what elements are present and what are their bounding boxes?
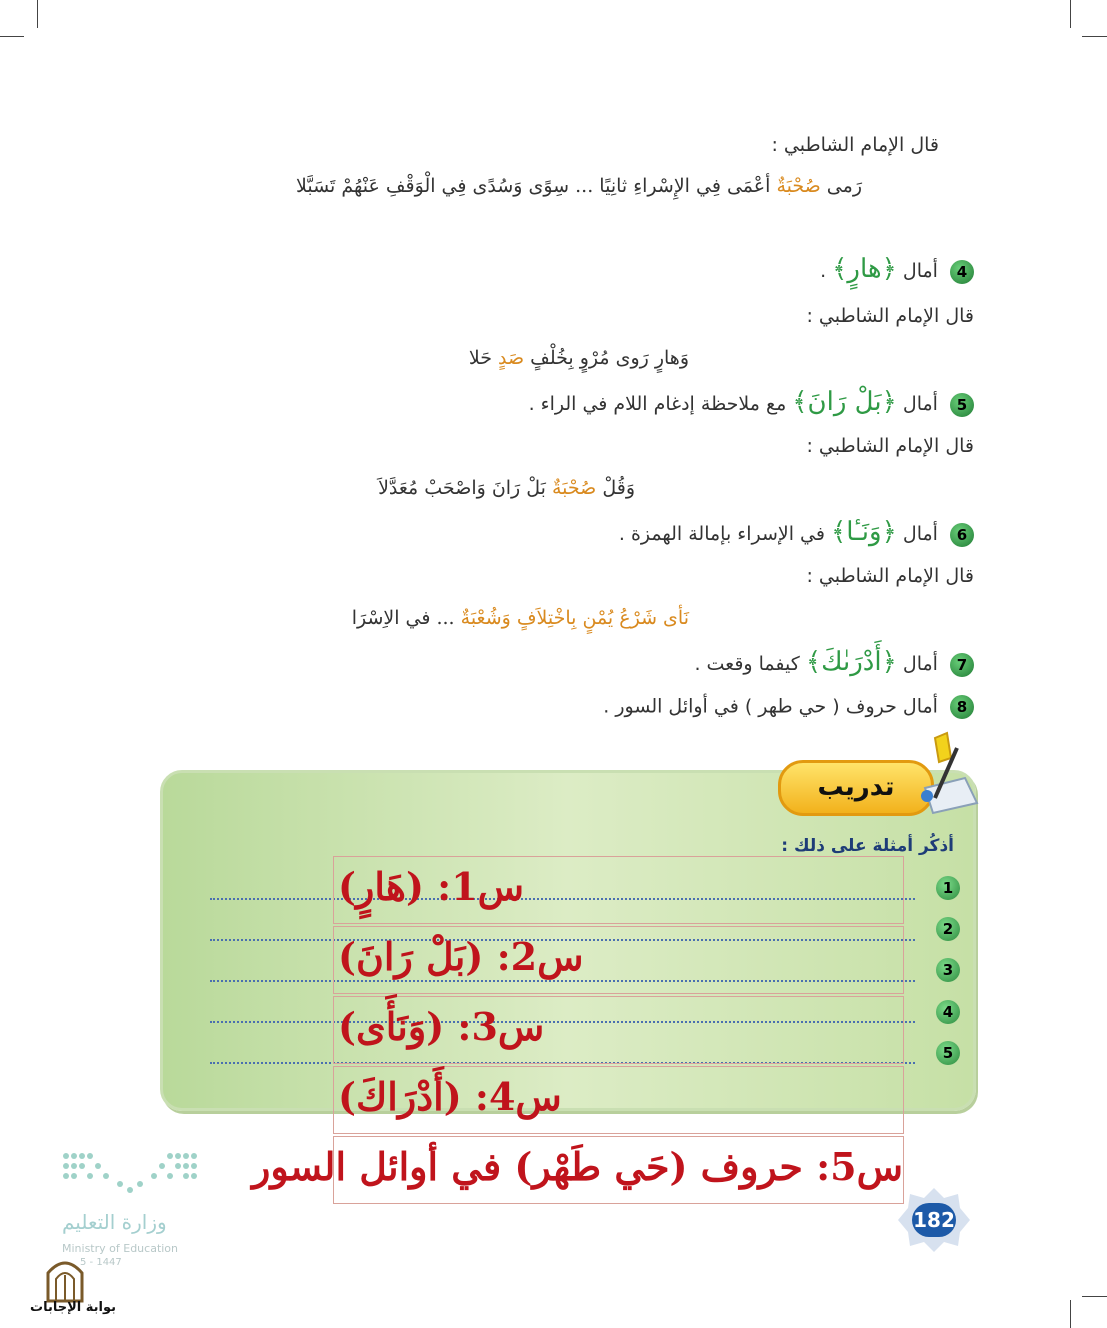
item-text: أمال [902, 393, 938, 415]
item-end: مع ملاحظة إدغام اللام في الراء . [528, 393, 787, 415]
answer-2: س2: (بَلْ رَانَ) [333, 926, 904, 994]
item-4 [820, 254, 974, 284]
quran-word: ﴿هارٍ﴾ [832, 254, 897, 284]
item-7 [694, 647, 974, 677]
row-number [930, 1000, 960, 1024]
item-number-badge: 7 [950, 653, 974, 677]
verse-highlight: صُحْبَةٌ [551, 477, 597, 499]
row-number-badge: 4 [936, 1000, 960, 1024]
row-number [930, 1041, 960, 1065]
item-end: كيفما وقعت . [694, 653, 800, 675]
item-text: أمال [902, 653, 938, 675]
item-text: أمال [902, 260, 938, 282]
ministry-logo-icon [60, 1150, 200, 1200]
shatibi-intro: قال الإمام الشاطبي : [806, 305, 974, 327]
row-number-badge: 1 [936, 876, 960, 900]
crop-mark [1082, 36, 1107, 37]
item-number-badge: 8 [950, 695, 974, 719]
verse-highlight: نَأى شَرْعُ يُمْنٍ بِاخْتِلاَفٍ وَشُعْبَةٌ [460, 607, 689, 629]
crop-mark [1070, 0, 1071, 28]
ministry-year: 5 - 1447 [80, 1257, 122, 1268]
row-number [930, 917, 960, 941]
row-number-badge: 5 [936, 1041, 960, 1065]
answer-5: س5: حروف (حَي طَهْر) في أوائل السور [333, 1136, 904, 1204]
row-number-badge: 3 [936, 958, 960, 982]
shatibi-intro: قال الإمام الشاطبي : [806, 565, 974, 587]
crop-mark [37, 0, 38, 28]
item-6 [619, 517, 974, 547]
verse-text: وَقُلْ [596, 477, 635, 499]
verse-line [296, 175, 862, 197]
shatibi-intro: قال الإمام الشاطبي : [771, 134, 939, 156]
item-8 [603, 695, 974, 719]
verse-text: بَلْ رَانَ وَاصْحَبْ مُعَدَّلاَ [378, 477, 552, 499]
quran-word: ﴿أَدْرَىٰكَ﴾ [805, 647, 897, 677]
ministry-name-en: Ministry of Education [62, 1242, 179, 1255]
row-number-badge: 2 [936, 917, 960, 941]
item-end: . [820, 260, 827, 282]
page-number: 182 [912, 1203, 956, 1237]
item-end: في الإسراء بإمالة الهمزة . [618, 523, 825, 545]
item-number-badge: 4 [950, 260, 974, 284]
verse-highlight: صَدٍ [498, 347, 525, 369]
quran-word: ﴿وَنَـٔا﴾ [831, 517, 897, 547]
item-number-badge: 5 [950, 393, 974, 417]
exercise-prompt: أذكُر أمثلة على ذلك : [781, 836, 954, 856]
row-number [930, 876, 960, 900]
verse-text: حَلا [468, 347, 498, 369]
verse-text: وَهارٍ رَوى مُرْوٍ بِخُلْفٍ [524, 347, 689, 369]
item-text: أمال حروف ( حي طهر ) في أوائل السور . [603, 695, 938, 718]
verse-text: ... في الاِسْرَا [351, 607, 461, 629]
watermark-text: بوابة الإجابات [30, 1300, 116, 1315]
quran-word: ﴿بَلْ رَانَ﴾ [792, 387, 897, 417]
crop-mark [1082, 1296, 1107, 1297]
exercise-badge: تدريب [778, 760, 934, 816]
row-number [930, 958, 960, 982]
answer-3: س3: (وَنَأَى) [333, 996, 904, 1064]
ministry-name-ar: وزارة التعليم [62, 1210, 167, 1234]
crop-mark [0, 36, 24, 37]
answer-1: س1: (هَارٍ) [333, 856, 904, 924]
verse-line [469, 347, 689, 369]
verse-highlight: صُحْبَةٌ [776, 175, 821, 197]
item-text: أمال [902, 523, 938, 545]
item-number-badge: 6 [950, 523, 974, 547]
verse-text: رَمى [820, 175, 862, 197]
gate-logo-icon [42, 1255, 88, 1303]
verse-text: أعْمَى فِي الإِسْراءِ ثانِيًا ... سِوًى وَسُدًى فِي الْوَقْفِ عَنْهُمْ تَسَبَّلا [296, 175, 777, 197]
shatibi-intro: قال الإمام الشاطبي : [806, 435, 974, 457]
verse-line [378, 477, 635, 499]
item-5 [529, 387, 974, 417]
crop-mark [1070, 1300, 1071, 1328]
answer-4: س4: (أَدْرَاكَ) [333, 1066, 904, 1134]
verse-line [352, 607, 689, 629]
pen-book-icon [905, 728, 985, 818]
